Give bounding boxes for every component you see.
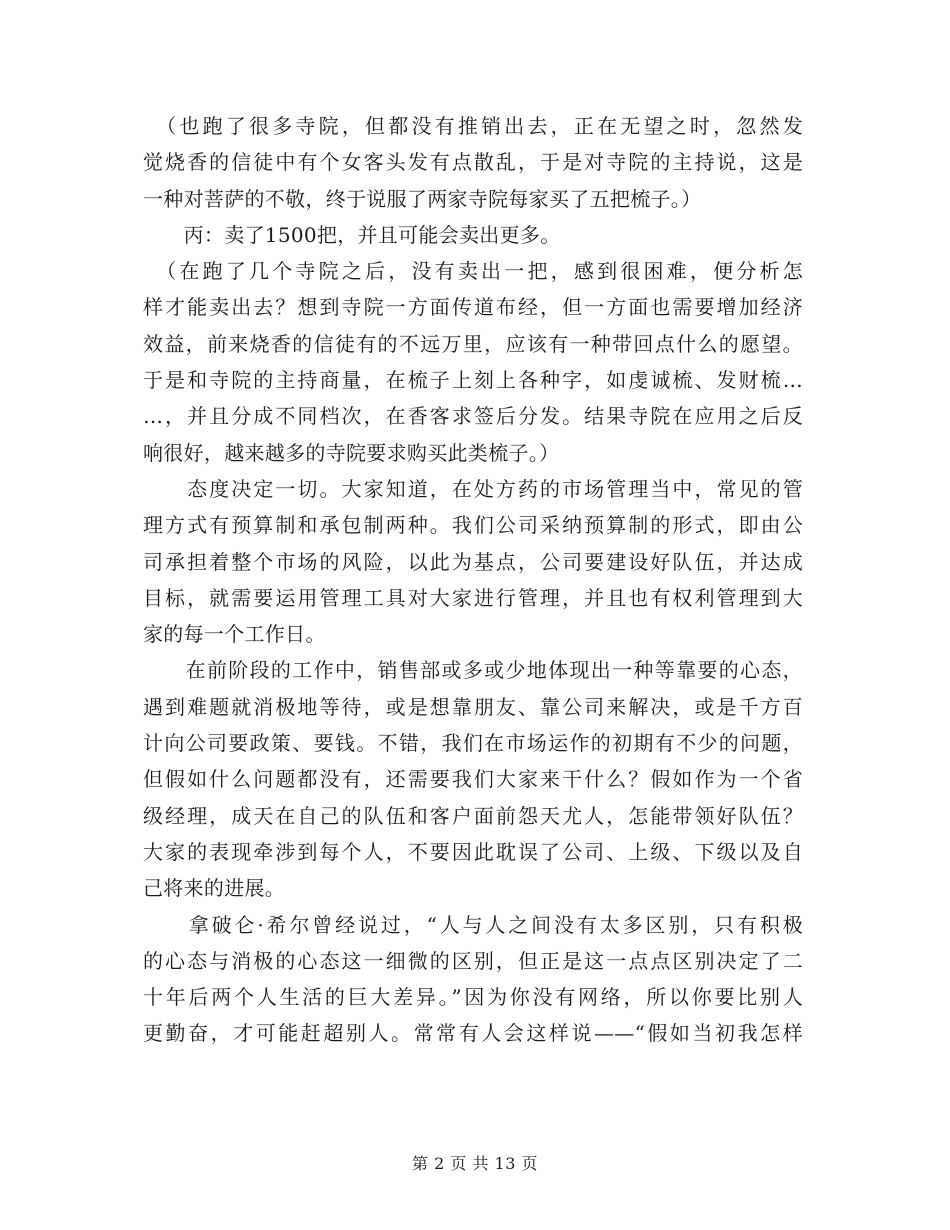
page-number: 第 2 页 共 13 页 [412, 1154, 538, 1173]
text-line: 大家的表现牵涉到每个人，不要因此耽误了公司、上级、下级以及自 [143, 839, 803, 864]
text-line: 理方式有预算制和承包制两种。我们公司采纳预算制的形式，即由公 [143, 513, 803, 538]
text-line: 己将来的进展。 [143, 876, 286, 901]
text-line: 样才能卖出去？想到寺院一方面传道布经，但一方面也需要增加经济 [143, 295, 803, 320]
document-body [143, 108, 803, 1052]
text-line: 丙：卖了1500把，并且可能会卖出更多。 [143, 222, 561, 247]
text-line: 十年后两个人生活的巨大差异。”因为你没有网络，所以你要比别人 [143, 985, 803, 1010]
text-line: 计向公司要政策、要钱。不错，我们在市场运作的初期有不少的问题， [143, 731, 803, 756]
text-line: 更勤奋，才可能赶超别人。常常有人会这样说——“假如当初我怎样 [143, 1021, 803, 1046]
text-line: 觉烧香的信徒中有个女客头发有点散乱，于是对寺院的主持说，这是 [143, 150, 803, 175]
text-line: 在前阶段的工作中，销售部或多或少地体现出一种等靠要的心态， [143, 658, 803, 683]
text-line: （也跑了很多寺院，但都没有推销出去，正在无望之时，忽然发 [143, 114, 803, 138]
text-line: 司承担着整个市场的风险，以此为基点，公司要建设好队伍，并达成 [143, 549, 803, 574]
text-line: 家的每一个工作日。 [143, 622, 326, 647]
text-line: …，并且分成不同档次，在香客求签后分发。结果寺院在应用之后反 [143, 404, 803, 429]
text-line: 目标，就需要运用管理工具对大家进行管理，并且也有权利管理到大 [143, 585, 803, 610]
text-line: 拿破仑·希尔曾经说过，“人与人之间没有太多区别，只有积极 [143, 912, 803, 937]
text-line: 效益，前来烧香的信徒有的不远万里，应该有一种带回点什么的愿望。 [143, 331, 803, 356]
text-line: 遇到难题就消极地等待，或是想靠朋友、靠公司来解决，或是千方百 [143, 694, 803, 719]
text-line: （在跑了几个寺院之后，没有卖出一把，感到很困难，便分析怎 [143, 259, 803, 284]
text-line: 响很好，越来越多的寺院要求购买此类梳子。） [143, 440, 560, 465]
text-line: 一种对菩萨的不敬，终于说服了两家寺院每家买了五把梳子。） [143, 186, 702, 211]
text-line: 态度决定一切。大家知道，在处方药的市场管理当中，常见的管 [143, 476, 803, 501]
text-line: 但假如什么问题都没有，还需要我们大家来干什么？假如作为一个省 [143, 767, 803, 792]
text-line: 的心态与消极的心态这一细微的区别，但正是这一点点区别决定了二 [143, 948, 803, 973]
text-line: 于是和寺院的主持商量，在梳子上刻上各种字，如虔诚梳、发财梳… [143, 368, 803, 393]
text-line: 级经理，成天在自己的队伍和客户面前怨天尤人，怎能带领好队伍？ [143, 803, 803, 828]
